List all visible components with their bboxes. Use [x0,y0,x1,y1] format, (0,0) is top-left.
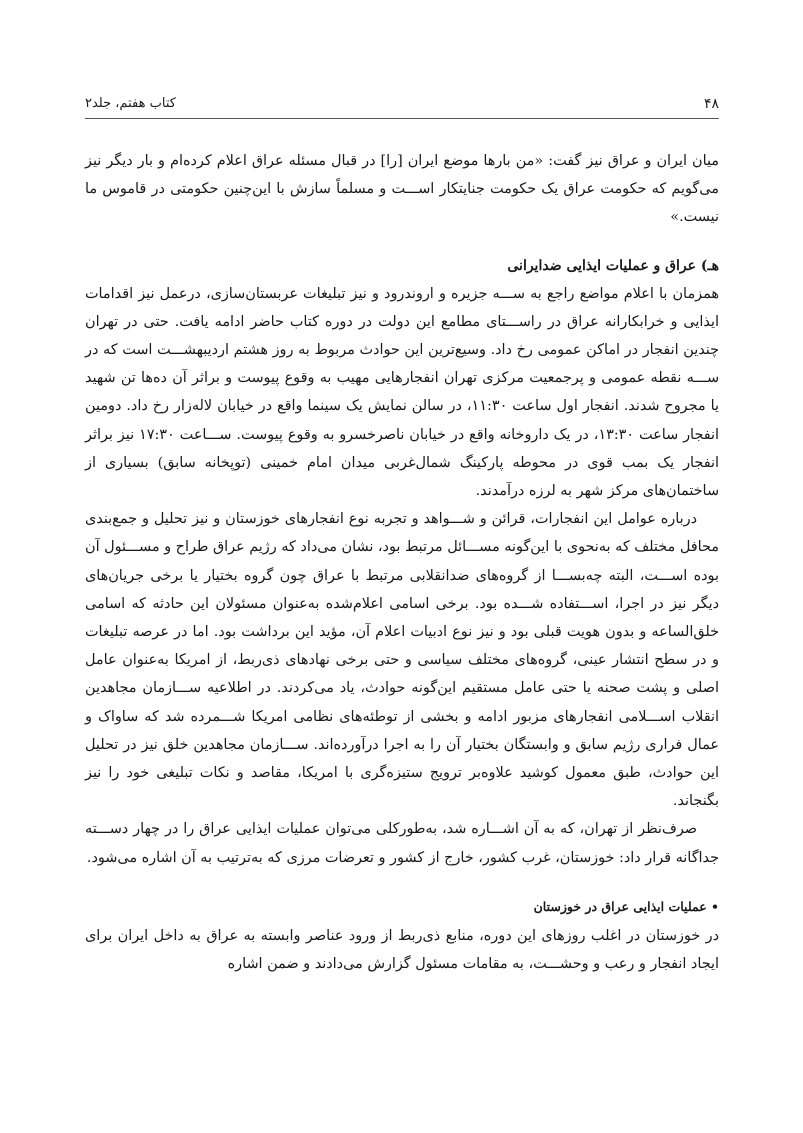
page-header [85,84,719,119]
section-heading: هـ) عراق و عملیات ایذایی ضدایرانی [507,257,719,274]
paragraph-1: همزمان با اعلام مواضع راجع به ســـه جزیره و اروندرود و نیز تبلیغات عربستان‌سازی، درعمل نیز اقدامات ایذایی و خرابکارانه عراق در راســـتای مطامع این دولت در دوره کتاب حاضر ادامه یافت. حتی در تهران چندین انفجار در اماکن عمومی رخ داد. وسیع‌ترین این حوادث مربوط به روز هشتم اردیبهشـــت است که در ســـه نقطه عمومی و پرجمعیت مرکزی تهران انفجارهایی مهیب به وقوع پیوست و براثر آن ده‌ها تن شهید یا مجروح شدند. انفجار اول ساعت ۱۱:۳۰، در سالن نمایش یک سینما واقع در خیابان لاله‌زار رخ داد. دومین انفجار ساعت ۱۳:۳۰، در یک داروخانه واقع در خیابان ناصرخسرو به وقوع پیوست. ســـاعت ۱۷:۳۰ نیز براثر انفجار یک بمب قوی در محوطه پارکینگ شمال‌غربی میدان امام خمینی (توپخانه سابق) بسیاری از ساختمان‌های مرکز شهر به لرزه درآمدند. [85,285,720,500]
paragraph-3: صرف‌نظر از تهران، که به آن اشـــاره شد، به‌طورکلی می‌توان عملیات ایذایی عراق را در چهار دســـته جداگانه قرار داد: خوزستان، غرب کشور، خارج از کشور و تعرضات مرزی که به‌ترتیب به آن اشاره می‌شود. [85,821,719,866]
paragraph-2: درباره عوامل این انفجارات، قرائن و شـــواهد و تجربه نوع انفجارهای خوزستان و نیز تحلیل و جمع‌بندی محافل مختلف که به‌نحوی با این‌گونه مســـائل مرتبط بود، نشان می‌داد که رژیم عراق طراح و مســـئول آن بوده اســـت، البته چه‌بســـا از گروه‌های ضدانقلابی مرتبط با عراق چون گروه بختیار یا برخی جریان‌های دیگر نیز در اجرا، اســـتفاده شـــده بود. برخی اسامی اعلام‌شده به‌عنوان مسئولان این حادثه که اسامی خلق‌الساعه و بدون هویت قبلی بود و نیز نوع ادبیات اعلام آن، مؤید این برداشت بود. اما در عرصه تبلیغات و در سطح انتشار عینی، گروه‌های مختلف سیاسی و حتی برخی نهادهای ذی‌ربط، از امریکا به‌عنوان عامل اصلی و پشت صحنه یا حتی عامل مستقیم این‌گونه حوادث، یاد می‌کردند. در اطلاعیه ســـازمان مجاهدین انقلاب اســـلامی انفجارهای مزبور ادامه و بخشی از توطئه‌های نظامی امریکا شـــمرده شد که ساواک و عمال فراری رژیم سابق و وابستگان بختیار آن را به اجرا درآورده‌اند. ســـازمان مجاهدین خلق نیز در تحلیل این حوادث، طبق معمول کوشید علاوه‌بر ترویج ستیزه‌گری با امریکا، مقاصد و نکات تبلیغی خود را نیز بگنجاند. [85,511,719,810]
paragraph-4: در خوزستان در اغلب روزهای این دوره، منابع ذی‌ربط از ورود عناصر وابسته به عراق به داخل ایران برای ایجاد انفجار و رعب و وحشـــت، به مقامات مسئول گزارش می‌دادند و ضمن اشاره [85,927,719,973]
document-page [85,84,719,978]
paragraph-quote: میان ایران و عراق نیز گفت: «من بارها موضع ایران [را] در قبال مسئله عراق اعلام کرده‌ام و بار دیگر نیز می‌گویم که حکومت عراق یک حکومت جنایتکار اســـت و مسلماً سازش با این‌چنین حکومتی در قاموس ما نیست.» [85,153,719,226]
subsection-heading: • عملیات ایذایی عراق در خوزستان [533,898,719,914]
running-title: کتاب هفتم، جلد۲ [85,96,176,111]
page-number: ۴۸ [703,96,719,112]
page-body [85,147,719,978]
